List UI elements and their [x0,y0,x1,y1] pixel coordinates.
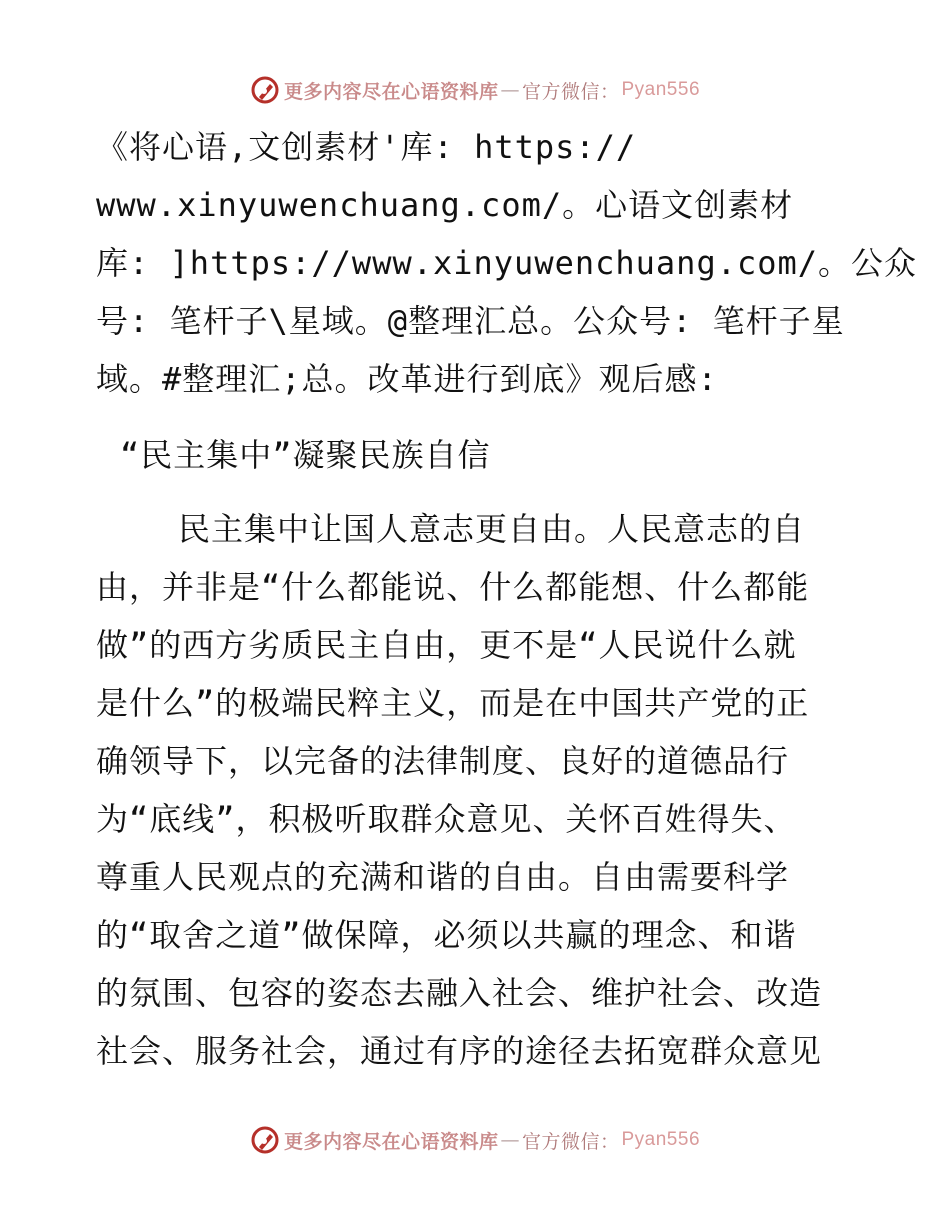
banner-wechat-id: Pyan556 [621,79,701,100]
body-paragraph [96,500,856,1080]
banner-dash: — [500,1129,520,1151]
banner-main-text: 更多内容尽在心语资料库 [283,80,499,103]
paragraph-line: 做”的西方劣质民主自由，更不是“人民说什么就 [96,626,797,664]
intro-line: www.xinyuwenchuang.com/。心语文创素材 [96,186,794,224]
paragraph-line: 由，并非是“什么都能说、什么都能想、什么都能 [96,568,810,606]
banner-dash: — [500,79,520,101]
intro-line: 号: 笔杆子\星域。@整理汇总。公众号: 笔杆子星 [96,302,845,340]
document-body [96,118,918,1080]
intro-line: 域。#整理汇;总。改革进行到底》观后感: [96,360,718,398]
banner-wechat-label: 官方微信： [521,80,620,103]
footer-banner [0,1120,950,1160]
paragraph-line: 的“取舍之道”做保障，必须以共赢的理念、和谐 [96,916,797,954]
paragraph-line: 为“底线”，积极听取群众意见、关怀百姓得失、 [96,800,797,838]
paragraph-line: 确领导下，以完备的法律制度、良好的道德品行 [96,742,790,780]
section-heading: “民主集中”凝聚民族自信 [120,436,491,474]
paragraph-line: 的氛围、包容的姿态去融入社会、维护社会、改造 [96,974,823,1012]
banner-wechat-id: Pyan556 [621,1129,701,1150]
intro-line: 库: ]https://www.xinyuwenchuang.com/。公众 [96,244,918,282]
intro-line: 《将心语,文创素材'库: https:// [96,128,637,166]
pen-logo-icon [250,75,280,105]
header-banner [0,70,950,110]
paragraph-line: 社会、服务社会，通过有序的途径去拓宽群众意见 [96,1032,823,1070]
banner-wechat-label: 官方微信： [521,1130,620,1153]
paragraph-line: 民主集中让国人意志更自由。人民意志的自 [178,510,806,548]
paragraph-line: 是什么”的极端民粹主义，而是在中国共产党的正 [96,684,810,722]
banner-main-text: 更多内容尽在心语资料库 [283,1130,499,1153]
intro-block [96,118,918,408]
paragraph-line: 尊重人民观点的充满和谐的自由。自由需要科学 [96,858,790,896]
pen-logo-icon [250,1125,280,1155]
